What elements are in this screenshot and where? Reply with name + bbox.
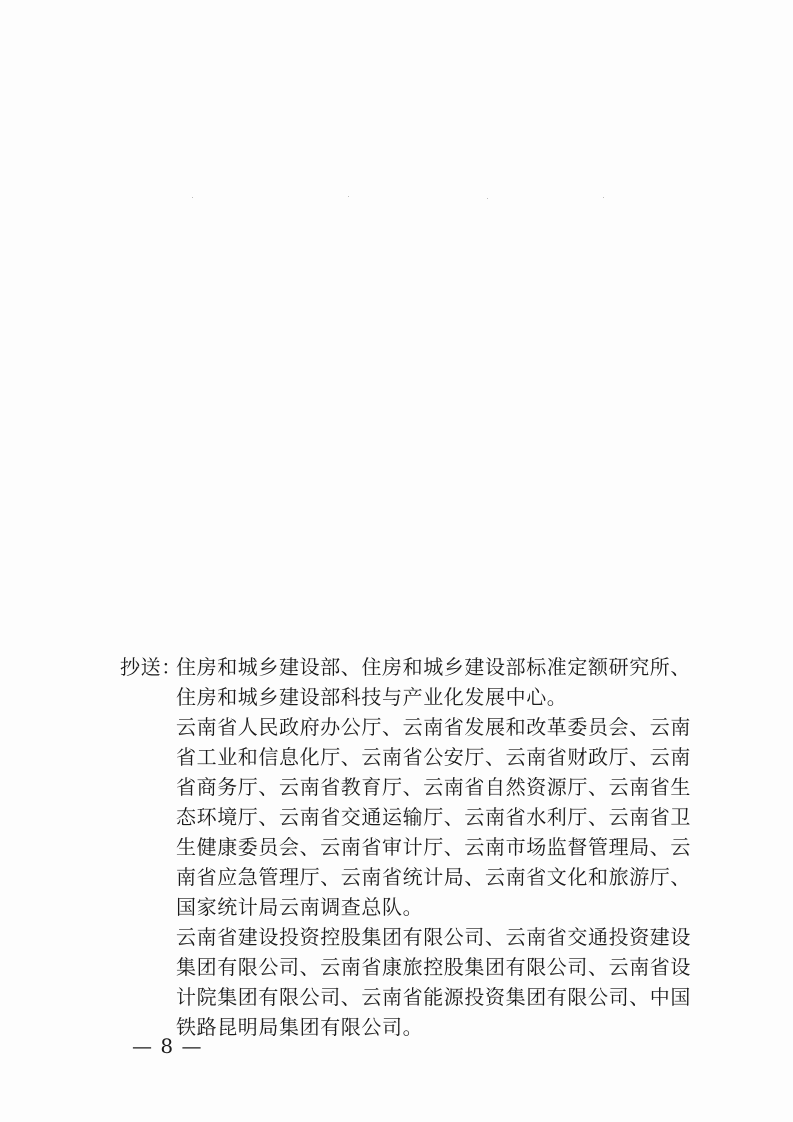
scan-speck	[603, 197, 604, 198]
cc-label: 抄送：	[120, 655, 182, 679]
cc-line: 生健康委员会、云南省审计厅、云南市场监督管理局、云	[176, 835, 691, 859]
cc-line: 国家统计局云南调查总队。	[176, 895, 424, 919]
scan-speck	[487, 198, 488, 199]
cc-line: 住房和城乡建设部、住房和城乡建设部标准定额研究所、	[176, 655, 691, 679]
cc-line: 计院集团有限公司、云南省能源投资集团有限公司、中国	[176, 985, 691, 1009]
cc-line: 云南省人民政府办公厅、云南省发展和改革委员会、云南	[176, 715, 691, 739]
cc-group-enterprises	[176, 922, 700, 1042]
scan-speck	[192, 197, 193, 198]
cc-line: 南省应急管理厅、云南省统计局、云南省文化和旅游厅、	[176, 865, 691, 889]
cc-line: 集团有限公司、云南省康旅控股集团有限公司、云南省设	[176, 955, 691, 979]
cc-group-ministry	[176, 652, 700, 712]
cc-line: 省商务厅、云南省教育厅、云南省自然资源厅、云南省生	[176, 775, 691, 799]
cc-recipient-groups	[176, 652, 700, 1042]
scan-speck	[348, 196, 349, 197]
cc-line: 铁路昆明局集团有限公司。	[176, 1015, 424, 1039]
cc-line: 住房和城乡建设部科技与产业化发展中心。	[176, 685, 568, 709]
page-number: — 8 —	[132, 1034, 203, 1058]
cc-line: 云南省建设投资控股集团有限公司、云南省交通投资建设	[176, 925, 691, 949]
cc-distribution-block	[120, 652, 700, 1042]
cc-group-provincial-departments	[176, 712, 700, 922]
cc-line: 态环境厅、云南省交通运输厅、云南省水利厅、云南省卫	[176, 805, 691, 829]
cc-line: 省工业和信息化厅、云南省公安厅、云南省财政厅、云南	[176, 745, 691, 769]
